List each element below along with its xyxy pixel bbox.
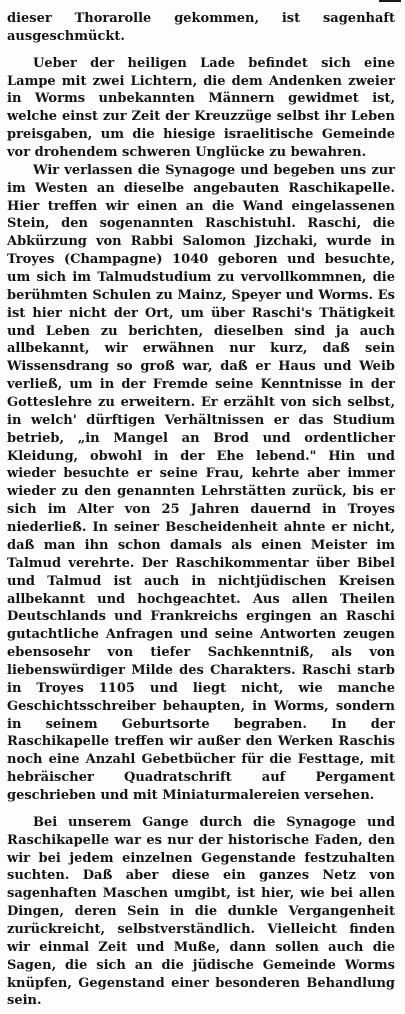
column-rule: [379, 0, 401, 2]
paragraph-conclusion: Bei unserem Gange durch die Synagoge und Raschikapelle war es nur der historische Faden, den wir bei jedem einzelnen Gegenstande festzuhalten suchten. Daß aber diese ein ganzes Netz von sagenhaften Maschen umgibt, ist hier, wie bei allen Dingen, deren Sein in die dunkle Vergangenheit zurückreicht, selbstverständlich. Vielleicht finden wir einmal Zeit und Muße, dann sollen auch die Sagen, die sich an die jüdische Gemeinde Worms knüpfen, Gegenstand einer besonderen Behandlung sein.: [7, 814, 395, 1009]
paragraph-lamp: Ueber der heiligen Lade befindet sich eine Lampe mit zwei Lichtern, die dem Andenken zweier in Worms unbekannten Männern gewidmet ist, welche einst zur Zeit der Kreuzzüge selbst ihr Leben preisgaben, um die hiesige israelitische Gemeinde vor drohendem schweren Unglücke zu bewahren.: [7, 55, 395, 161]
paragraph-raschi: Wir verlassen die Synagoge und begeben uns zur im Westen an dieselbe angebauten Raschikapelle. Hier treffen wir einen an die Wand eingelassenen Stein, den sogenannten Raschistuhl. Raschi, die Abkürzung von Rabbi Salomon Jizchaki, wurde in Troyes (Champagne) 1040 geboren und besuchte, um sich im Talmudstudium zu vervollkommnen, die berühmten Schulen zu Mainz, Speyer und Worms. Es ist hier nicht der Ort, um über Raschi's Thätigkeit und Leben zu berichten, dieselben sind ja auch allbekannt, wir erwähnen nur kurz, daß sein Wissensdrang so groß war, daß er Haus und Weib verließ, um in der Fremde seine Kenntnisse in der Gotteslehre zu erweitern. Er erzählt von sich selbst, in welch' dürftigen Verhältnissen er das Studium betrieb, „in Mangel an Brod und ordentlicher Kleidung, obwohl in der Ehe lebend." Hin und wieder besuchte er seine Frau, kehrte aber immer wieder zu den genannten Lehrstätten zurück, bis er sich im Alter von 25 Jahren dauernd in Troyes niederließ. In seiner Bescheidenheit ahnte er nicht, daß man ihn schon damals als einen Meister im Talmud verehrte. Der Raschikommentar über Bibel und Talmud ist auch in nichtjüdischen Kreisen allbekannt und hochgeachtet. Aus allen Theilen Deutschlands und Frankreichs ergingen an Raschi gutachtliche Anfragen und seine Antworten zeugen ebensosehr von tiefer Sachkenntniß, als von liebenswürdiger Milde des Charakters. Raschi starb in Troyes 1105 und liegt nicht, wie manche Geschichtsschreiber behaupten, in Worms, sondern in seinem Geburtsorte begraben. In der Raschikapelle treffen wir außer den Werken Raschis noch eine Anzahl Gebetbücher für die Festtage, mit hebräischer Quadratschrift auf Pergament geschrieben und mit Miniaturmalereien versehen.: [7, 162, 395, 803]
article-column: [7, 10, 395, 1010]
paragraph-continuation: dieser Thorarolle gekommen, ist sagenhaft ausgeschmückt.: [7, 11, 395, 44]
